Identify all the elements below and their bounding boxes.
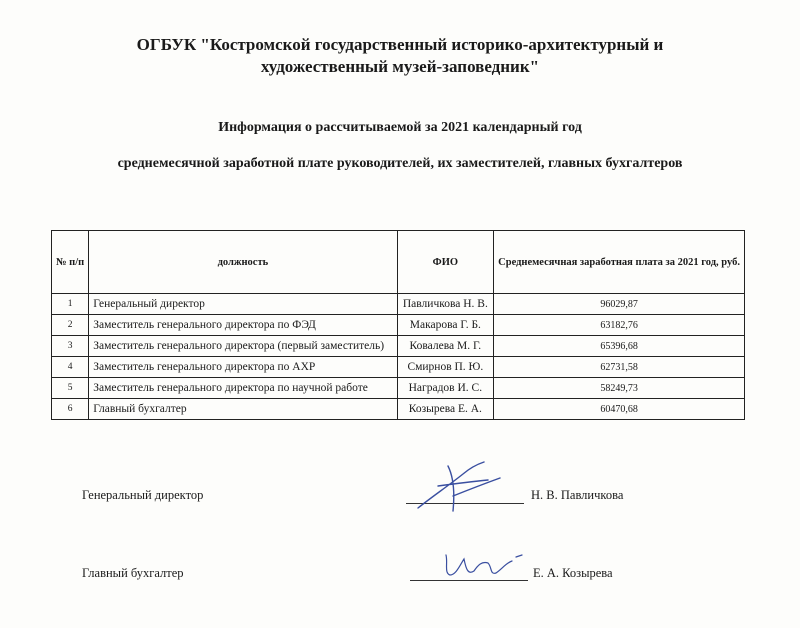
- row-fio: Макарова Г. Б.: [397, 315, 494, 336]
- row-position: Заместитель генерального директора по АХР: [89, 357, 397, 378]
- row-fio: Ковалева М. Г.: [397, 336, 494, 357]
- document-subtitle-line2: среднемесячной заработной плате руководителей, их заместителей, главных бухгалтеров: [117, 156, 683, 171]
- row-num: 1: [52, 294, 89, 315]
- salary-table: [51, 230, 745, 420]
- director-label: Генеральный директор: [82, 488, 204, 502]
- organization-title: [0, 34, 800, 78]
- row-num: 4: [52, 357, 89, 378]
- director-name: Н. В. Павличкова: [531, 488, 624, 502]
- row-salary: 63182,76: [494, 315, 745, 336]
- row-num: 2: [52, 315, 89, 336]
- row-salary: 58249,73: [494, 378, 745, 399]
- row-fio: Козырева Е. А.: [397, 399, 494, 420]
- row-num: 5: [52, 378, 89, 399]
- director-signature-icon: [408, 456, 518, 516]
- organization-title-line2: художественный музей-заповедник": [260, 57, 540, 76]
- row-salary: 96029,87: [494, 294, 745, 315]
- table-row: [52, 378, 745, 399]
- row-position: Заместитель генерального директора (первый заместитель): [89, 336, 397, 357]
- table-header-row: [52, 231, 745, 294]
- organization-title-line1: ОГБУК "Костромской государственный историко-архитектурный и: [136, 35, 664, 54]
- row-position: Заместитель генерального директора по научной работе: [89, 378, 397, 399]
- document-subtitle-line1: Информация о рассчитываемой за 2021 календарный год: [218, 120, 582, 135]
- header-salary: Среднемесячная заработная плата за 2021 год, руб.: [494, 231, 745, 294]
- row-position: Генеральный директор: [89, 294, 397, 315]
- row-salary: 62731,58: [494, 357, 745, 378]
- row-salary: 65396,68: [494, 336, 745, 357]
- table-row: [52, 399, 745, 420]
- header-position: должность: [89, 231, 397, 294]
- row-fio: Наградов И. С.: [397, 378, 494, 399]
- row-salary: 60470,68: [494, 399, 745, 420]
- row-fio: Павличкова Н. В.: [397, 294, 494, 315]
- row-position: Главный бухгалтер: [89, 399, 397, 420]
- accountant-name: Е. А. Козырева: [533, 566, 613, 580]
- table-row: [52, 294, 745, 315]
- row-num: 3: [52, 336, 89, 357]
- table-row: [52, 336, 745, 357]
- header-num: № п/п: [52, 231, 89, 294]
- row-position: Заместитель генерального директора по ФЭД: [89, 315, 397, 336]
- accountant-label: Главный бухгалтер: [82, 566, 184, 580]
- header-fio: ФИО: [397, 231, 494, 294]
- accountant-signature-icon: [438, 545, 528, 585]
- row-fio: Смирнов П. Ю.: [397, 357, 494, 378]
- table-row: [52, 357, 745, 378]
- table-row: [52, 315, 745, 336]
- row-num: 6: [52, 399, 89, 420]
